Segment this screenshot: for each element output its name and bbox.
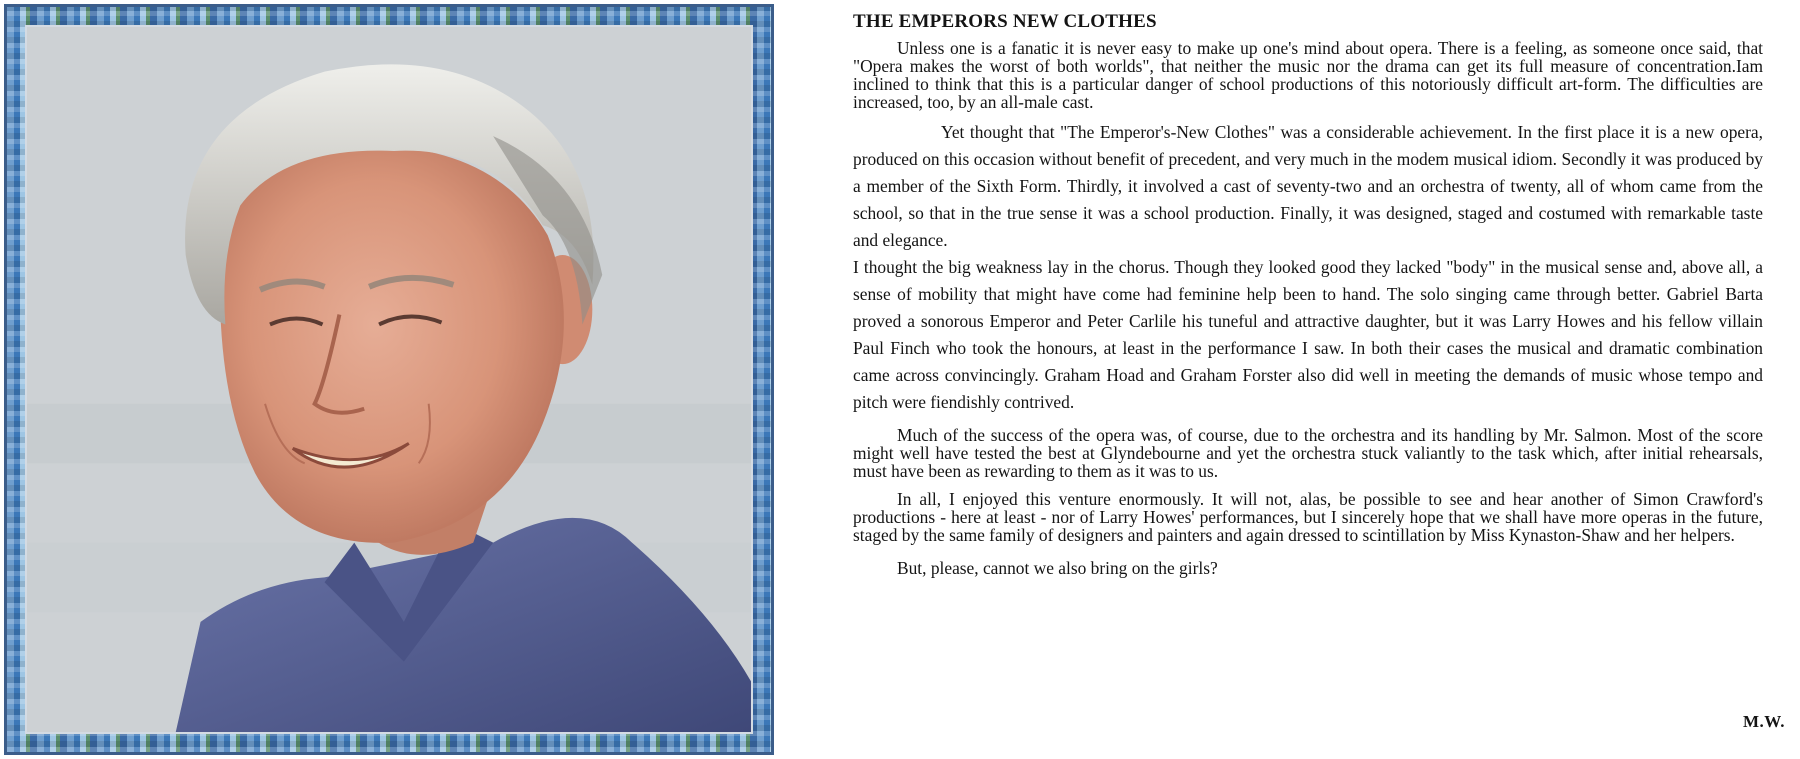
article-paragraph-3: I thought the big weakness lay in the chorus. Though they looked good they lacked "body" in the musical sense and, above all, a sense of mobility that might have come had feminine help been to hand. The solo singing came through better. Gabriel Barta proved a sonorous Emperor and Peter Carlile his tuneful and attractive daughter, but it was Larry Howes and his fellow villain Paul Finch who took the honours, at least in the performance I saw. In both their cases the musical and dramatic combination came across convincingly. Graham Hoad and Graham Forster also did well in meeting the demands of music whose tempo and pitch were fiendishly contrived.	[853, 257, 1763, 412]
article-paragraph-4: Much of the success of the opera was, of course, due to the orchestra and its handling by Mr. Salmon. Most of the score might well have tested the best at Glyndebourne and yet the orchestra stuck valiantly to the task which, after initial rehearsals, must have been as rewarding to them as it was to us.	[853, 425, 1763, 481]
article-closing-line: But, please, cannot we also bring on the girls?	[897, 558, 1218, 578]
article-title: THE EMPERORS NEW CLOTHES	[853, 11, 1157, 32]
article-paragraph-2: Yet thought that "The Emperor's-New Clothes" was a considerable achievement. In the first place it is a new opera, produced on this occasion without benefit of precedent, and very much in the modem musical idiom. Secondly it was produced by a member of the Sixth Form. Thirdly, it involved a cast of seventy-two and an orchestra of twenty, all of whom came from the school, so that in the true sense it was a school production. Finally, it was designed, staged and costumed with remarkable taste and elegance.	[853, 122, 1763, 250]
portrait-illustration	[27, 27, 751, 732]
article	[853, 10, 1763, 580]
photo-frame	[4, 4, 774, 755]
article-paragraph-5: In all, I enjoyed this venture enormously. It will not, alas, be possible to see and hear another of Simon Crawford's productions - here at least - nor of Larry Howes' performances, but I sincerely hope that we shall have more operas in the future, staged by the same family of designers and painters and again dressed to scintillation by Miss Kynaston-Shaw and her helpers.	[853, 489, 1763, 545]
portrait-photo	[25, 25, 753, 734]
author-signature: M.W.	[1743, 712, 1785, 731]
article-paragraph-1: Unless one is a fanatic it is never easy to make up one's mind about opera. There is a feeling, as someone once said, that "Opera makes the worst of both worlds", that neither the music nor the drama can get its full measure of concentration.Iam inclined to think that this is a particular danger of school productions of this notoriously difficult art-form. The difficulties are increased, too, by an all-male cast.	[853, 38, 1763, 112]
